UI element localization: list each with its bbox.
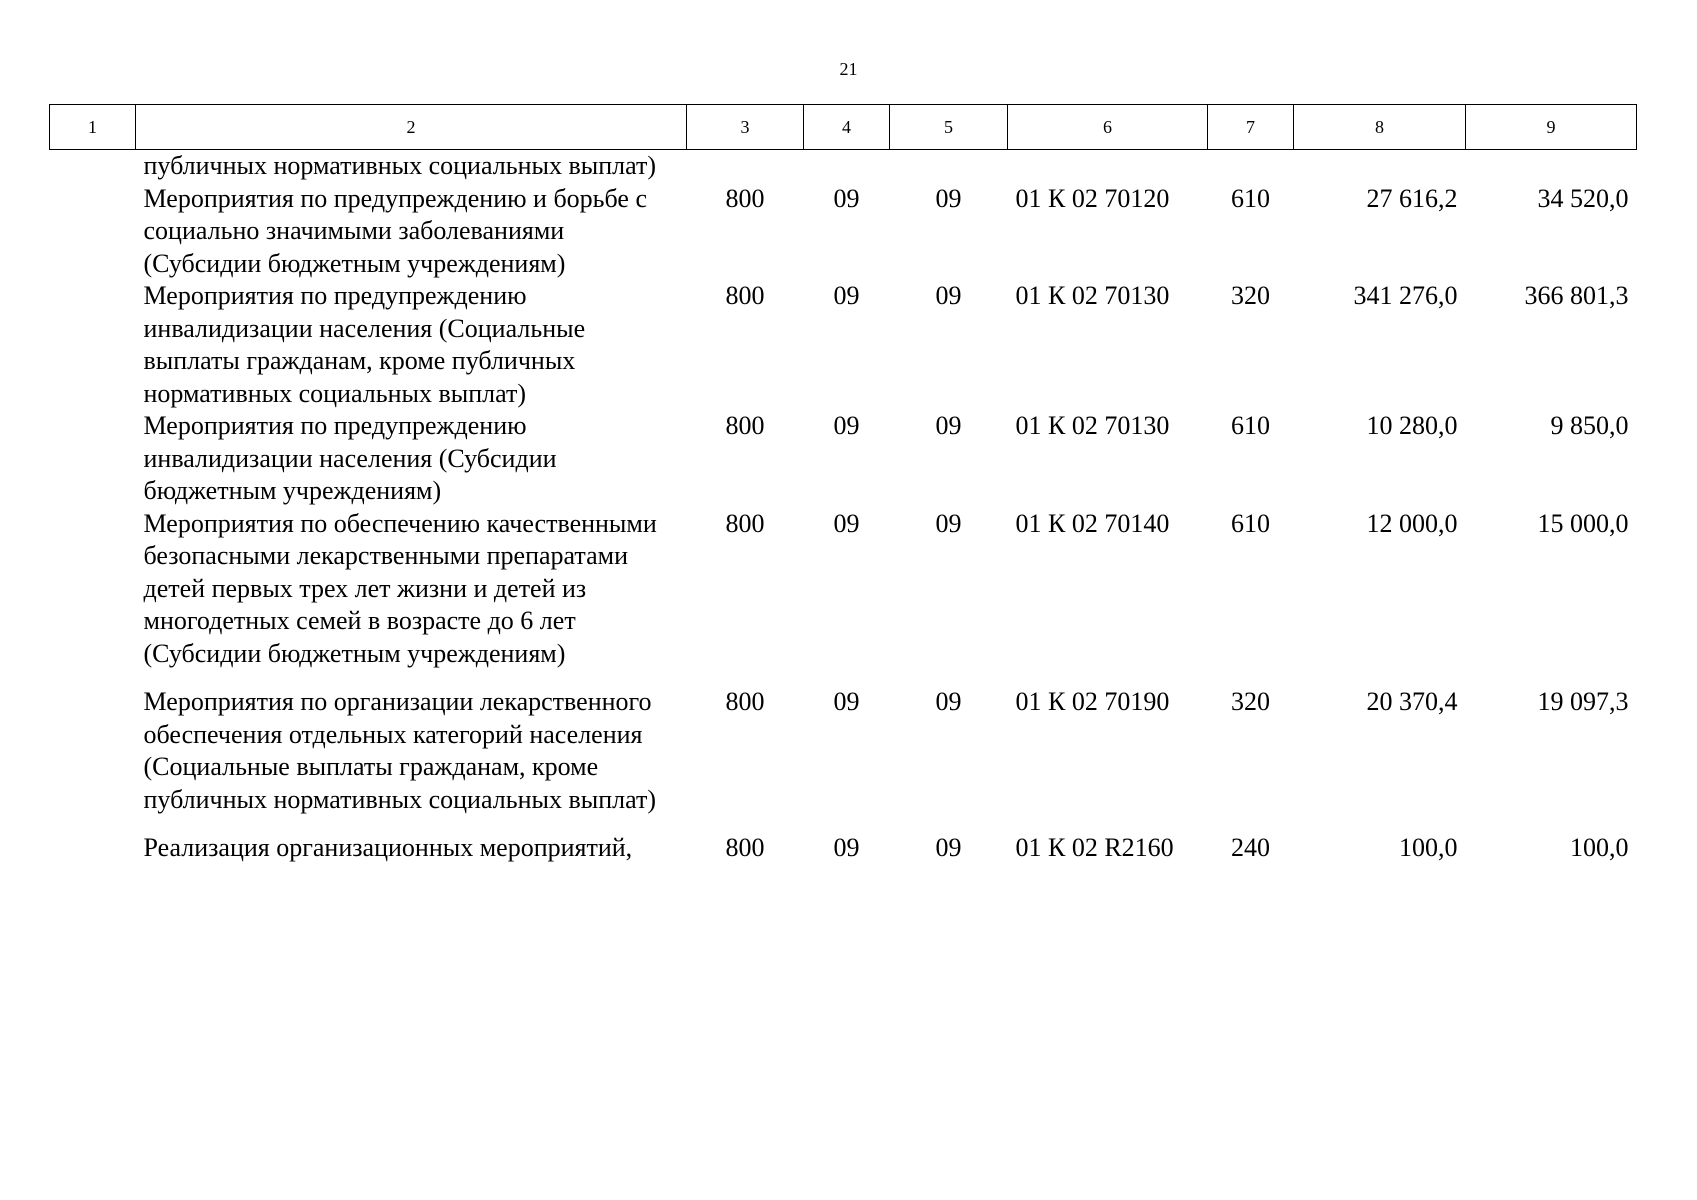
cell-col-5: 09	[935, 508, 962, 538]
cell-col-4: 09	[833, 281, 860, 310]
cell-name: Мероприятия по организации лекарственного обеспечения отдельных категорий населения (Социальные выплаты гражданам, кроме публичных нормативных социальных выплат)	[143, 687, 656, 814]
cell-col-7: 610	[1231, 508, 1270, 538]
cell-col-3: 800	[725, 411, 765, 440]
cell-col-4	[804, 150, 890, 183]
cell-col-6: 01 К 02 70120	[1015, 183, 1170, 213]
cell-name: Мероприятия по предупреждению и борьбе с социально значимыми заболеваниями (Субсидии бюджетным учреждениям)	[143, 183, 647, 278]
cell-col-5: 09	[935, 281, 962, 310]
cell-name: Мероприятия по предупреждению инвалидизации населения (Социальные выплаты гражданам, кроме публичных нормативных социальных выплат)	[143, 281, 586, 408]
cell-col-3: 800	[725, 833, 765, 862]
header-col-8: 8	[1294, 105, 1466, 150]
cell-col-4: 09	[833, 687, 860, 716]
table-body	[50, 150, 1637, 865]
cell-col-1	[50, 150, 136, 183]
header-col-5: 5	[890, 105, 1008, 150]
cell-col-6: 01 К 02 70140	[1015, 508, 1170, 538]
header-col-1: 1	[50, 105, 136, 150]
cell-col-9	[1466, 150, 1637, 183]
cell-col-5: 09	[935, 833, 962, 862]
cell-col-6: 01 К 02 70130	[1015, 281, 1170, 310]
cell-name: Реализация организационных мероприятий,	[143, 833, 633, 862]
header-col-6: 6	[1008, 105, 1208, 150]
cell-col-8: 341 276,0	[1353, 281, 1458, 310]
budget-table	[49, 104, 1637, 865]
cell-col-1	[50, 183, 136, 281]
cell-col-9: 9 850,0	[1550, 411, 1629, 440]
cell-col-3: 800	[725, 281, 765, 310]
cell-col-4: 09	[833, 508, 860, 538]
cell-col-5: 09	[935, 411, 962, 440]
cell-col-6: 01 К 02 R2160	[1015, 833, 1174, 862]
cell-col-5: 09	[935, 687, 962, 716]
cell-col-4: 09	[833, 411, 860, 440]
table-row	[50, 183, 1637, 281]
header-col-9: 9	[1466, 105, 1637, 150]
cell-col-3: 800	[725, 687, 765, 716]
cell-col-6: 01 К 02 70190	[1015, 687, 1170, 716]
cell-col-1	[50, 832, 136, 865]
cell-col-8: 27 616,2	[1366, 183, 1458, 213]
cell-col-9: 34 520,0	[1537, 183, 1629, 213]
cell-col-9: 15 000,0	[1537, 508, 1629, 538]
cell-col-8: 100,0	[1399, 833, 1458, 862]
cell-col-9: 100,0	[1570, 833, 1629, 862]
cell-col-8: 12 000,0	[1366, 508, 1458, 538]
cell-name: Мероприятия по предупреждению инвалидизации населения (Субсидии бюджетным учреждениям)	[143, 411, 557, 505]
table-row	[50, 832, 1637, 865]
cell-col-1	[50, 508, 136, 687]
cell-name: Мероприятия по обеспечению качественными безопасными лекарственными препаратами детей первых трех лет жизни и детей из многодетных семей в возрасте до 6 лет (Субсидии бюджетным учреждениям)	[143, 508, 657, 668]
table-header	[50, 105, 1637, 150]
table-row	[50, 410, 1637, 508]
page-number: 21	[839, 59, 858, 79]
cell-col-1	[50, 686, 136, 832]
cell-col-3: 800	[725, 183, 765, 213]
header-col-3: 3	[687, 105, 804, 150]
cell-col-8	[1294, 150, 1466, 183]
cell-col-8: 20 370,4	[1366, 687, 1458, 716]
table-row-continuation	[50, 150, 1637, 183]
cell-col-6	[1008, 150, 1208, 183]
cell-col-7: 320	[1231, 687, 1270, 716]
table-row	[50, 686, 1637, 832]
cell-col-3	[687, 150, 804, 183]
cell-col-8: 10 280,0	[1366, 411, 1458, 440]
header-col-7: 7	[1208, 105, 1294, 150]
cell-col-9: 19 097,3	[1537, 687, 1629, 716]
cell-col-3: 800	[725, 508, 765, 538]
table-row	[50, 508, 1637, 687]
cell-name: публичных нормативных социальных выплат)	[143, 151, 656, 180]
cell-col-1	[50, 410, 136, 508]
cell-col-6: 01 К 02 70130	[1015, 411, 1170, 440]
cell-col-5: 09	[935, 183, 962, 213]
cell-col-5	[890, 150, 1008, 183]
cell-col-7: 320	[1231, 281, 1270, 310]
cell-col-9: 366 801,3	[1524, 281, 1629, 310]
table-row	[50, 280, 1637, 410]
header-row	[50, 105, 1637, 150]
cell-col-4: 09	[833, 183, 860, 213]
header-col-2: 2	[136, 105, 687, 150]
cell-col-7: 610	[1231, 183, 1270, 213]
cell-col-7: 610	[1231, 411, 1270, 440]
cell-col-1	[50, 280, 136, 410]
header-col-4: 4	[804, 105, 890, 150]
cell-col-4: 09	[833, 833, 860, 862]
cell-col-7	[1208, 150, 1294, 183]
cell-col-7: 240	[1231, 833, 1270, 862]
